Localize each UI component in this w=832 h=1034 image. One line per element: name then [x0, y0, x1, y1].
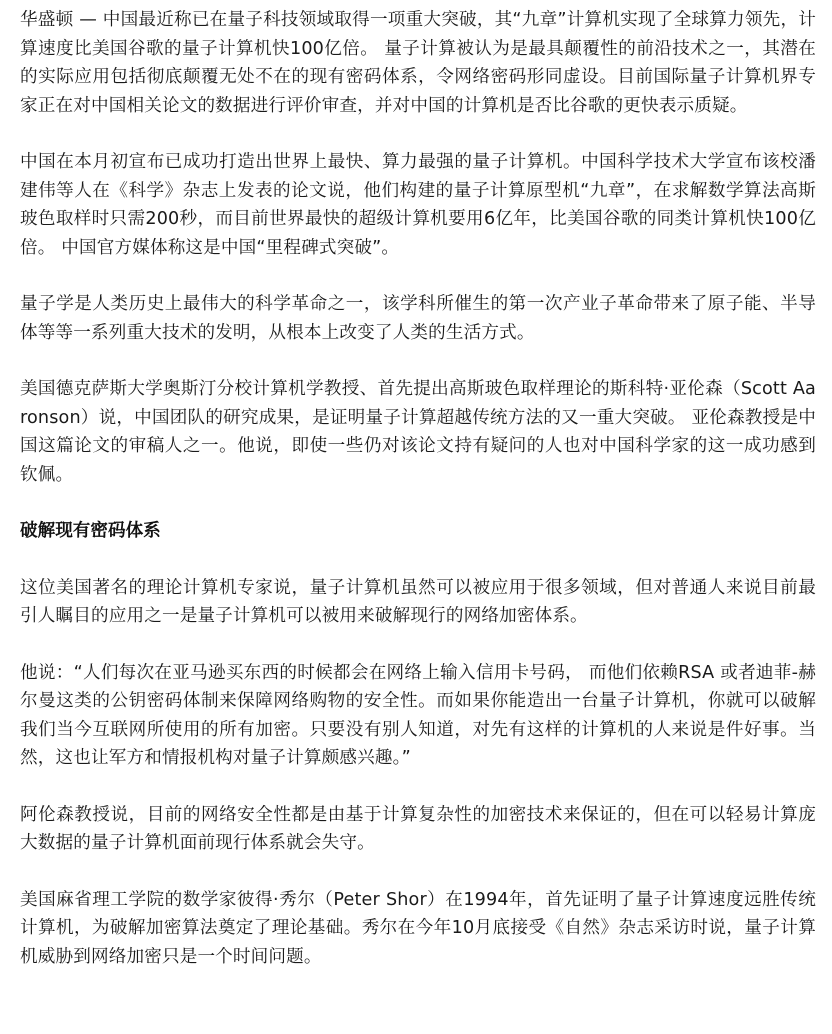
article-paragraph-quote: 他说：“人们每次在亚马逊买东西的时候都会在网络上输入信用卡号码， 而他们依赖RSA 或者迪菲-赫尔曼这类的公钥密码体制来保障网络购物的安全性。而如果你能造出一台量子计算机，你就可以破解我们当今互联网所使用的所有加密。只要没有别人知道，对先有这样的计算机的人来说是件好事。当然，这也让军方和情报机构对量子计算颇感兴趣。”	[20, 662, 816, 768]
article-paragraph-shor: 美国麻省理工学院的数学家彼得·秀尔（Peter Shor）在1994年，首先证明了量子计算速度远胜传统计算机，为破解加密算法奠定了理论基础。秀尔在今年10月底接受《自然》杂志采访时说，量子计算机威胁到网络加密只是一个时间问题。	[20, 889, 816, 967]
article-body	[20, 6, 816, 999]
section-heading: 破解现有密码体系	[20, 521, 161, 541]
article-paragraph-announcement: 中国在本月初宣布已成功打造出世界上最快、算力最强的量子计算机。中国科学技术大学宣布该校潘建伟等人在《科学》杂志上发表的论文说，他们构建的量子计算原型机“九章”，在求解数学算法高斯玻色取样时只需200秒，而目前世界最快的超级计算机要用6亿年，比美国谷歌的同类计算机快100亿倍。 中国官方媒体称这是中国“里程碑式突破”。	[20, 152, 816, 258]
article-paragraph-intro: 华盛顿 — 中国最近称已在量子科技领域取得一项重大突破，其“九章”计算机实现了全球算力领先，计算速度比美国谷歌的量子计算机快100亿倍。 量子计算被认为是最具颠覆性的前沿技术之一，其潜在的实际应用包括彻底颠覆无处不在的现有密码体系，令网络密码形同虚设。目前国际量子计算机界专家正在对中国相关论文的数据进行评价审查，并对中国的计算机是否比谷歌的更快表示质疑。	[20, 10, 816, 116]
article-paragraph-applications: 这位美国著名的理论计算机专家说，量子计算机虽然可以被应用于很多领域，但对普通人来说目前最引人瞩目的应用之一是量子计算机可以被用来破解现行的网络加密体系。	[20, 577, 816, 626]
article-paragraph-security: 阿伦森教授说，目前的网络安全性都是由基于计算复杂性的加密技术来保证的，但在可以轻易计算庞大数据的量子计算机面前现行体系就会失守。	[20, 804, 816, 853]
article-paragraph-aaronson: 美国德克萨斯大学奥斯汀分校计算机学教授、首先提出高斯玻色取样理论的斯科特·亚伦森（Scott Aaronson）说，中国团队的研究成果，是证明量子计算超越传统方法的又一重大突破。 亚伦森教授是中国这篇论文的审稿人之一。他说，即使一些仍对该论文持有疑问的人也对中国科学家的这一成功感到钦佩。	[20, 379, 816, 485]
article-paragraph-quantum-history: 量子学是人类历史上最伟大的科学革命之一，该学科所催生的第一次产业子革命带来了原子能、半导体等等一系列重大技术的发明，从根本上改变了人类的生活方式。	[20, 294, 816, 343]
